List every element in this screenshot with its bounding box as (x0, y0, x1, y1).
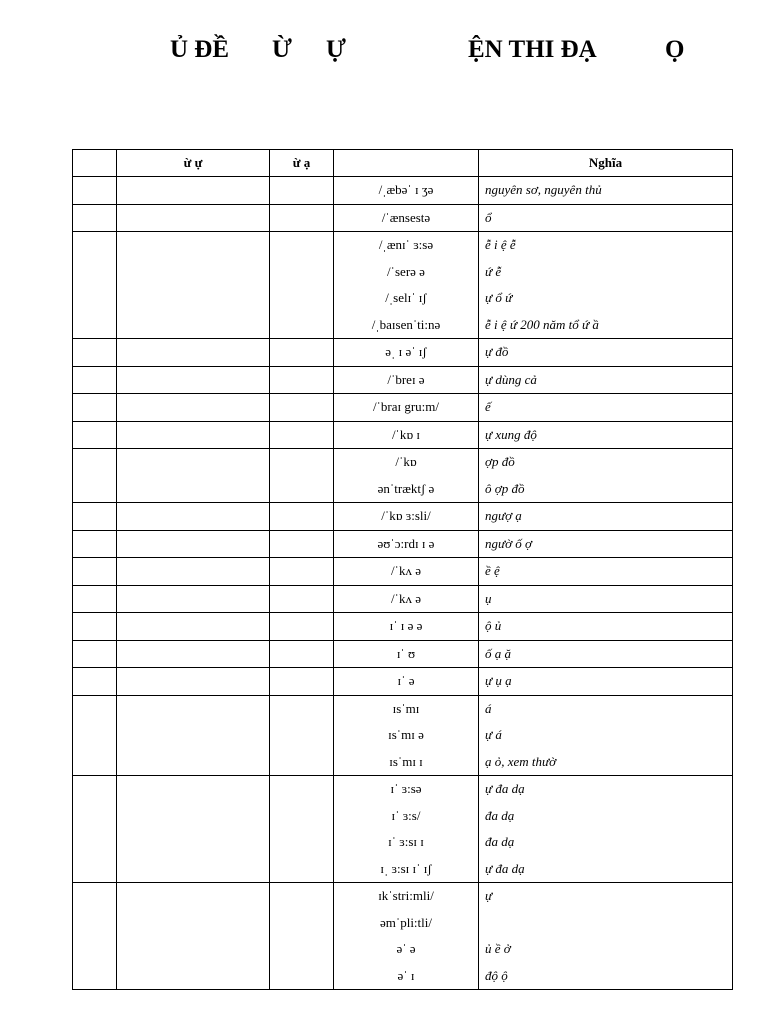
pronunciation-cell (334, 339, 479, 367)
meaning-text: ự ụ ạ (485, 673, 512, 688)
word-type-cell (270, 503, 334, 531)
word-cell (117, 613, 270, 641)
word-cell (117, 232, 270, 339)
header-word-type: ừ ạ (270, 150, 334, 177)
table-row (73, 503, 733, 531)
table-row (73, 339, 733, 367)
meaning-text: ự (485, 888, 493, 903)
word-type-cell (270, 776, 334, 883)
meaning-cell (479, 776, 733, 883)
meaning-cell (479, 883, 733, 990)
pronunciation-text: ənˈtræktʃ ə (377, 480, 435, 496)
pronunciation-text: ɪˈ ə (397, 673, 415, 688)
word-cell (117, 339, 270, 367)
word-cell (117, 695, 270, 776)
table-row (73, 558, 733, 586)
table-row (73, 449, 733, 503)
word-type-cell (270, 530, 334, 558)
word-cell (117, 558, 270, 586)
index-cell (73, 449, 117, 503)
word-type-cell (270, 668, 334, 696)
pronunciation-cell (334, 366, 479, 394)
meaning-text: ủ ề ở (485, 941, 511, 956)
meaning-cell (479, 204, 733, 232)
pronunciation-text: /ˌænɪˈ ɜ:sə (378, 237, 434, 252)
table-row (73, 695, 733, 776)
table-row (73, 776, 733, 883)
pronunciation-text: ɪˈ ɜ:s/ (391, 807, 421, 823)
header-word: ừ ự (117, 150, 270, 177)
pronunciation-text: ɪsˈmɪ ə (388, 727, 424, 742)
index-cell (73, 394, 117, 422)
word-type-cell (270, 177, 334, 205)
word-cell (117, 503, 270, 531)
word-cell (117, 421, 270, 449)
word-type-cell (270, 421, 334, 449)
meaning-cell (479, 640, 733, 668)
word-type-cell (270, 366, 334, 394)
title-part: Ừ (272, 36, 292, 63)
index-cell (73, 883, 117, 990)
page-title (0, 36, 768, 76)
table-row (73, 232, 733, 339)
index-cell (73, 695, 117, 776)
word-cell (117, 204, 270, 232)
pronunciation-cell (334, 394, 479, 422)
meaning-text: ự dùng cả (485, 371, 537, 387)
meaning-cell (479, 421, 733, 449)
pronunciation-text: /ˌselɪˈ ɪʃ (385, 290, 427, 305)
meaning-text: ề ệ (485, 563, 500, 578)
pronunciation-text: /ˌæbəˈ ɪ ʒə (378, 182, 434, 197)
pronunciation-text: /ˈkʌ ə (391, 590, 421, 606)
meaning-text: ợp đồ (485, 454, 515, 469)
pronunciation-text: /ˈbreɪ ə (387, 371, 425, 387)
table-row (73, 421, 733, 449)
word-cell (117, 883, 270, 990)
pronunciation-text: /ˌbaɪsenˈti:nə (371, 316, 441, 332)
meaning-text: á (485, 700, 492, 716)
pronunciation-cell (334, 530, 479, 558)
pronunciation-text: ɪˈ ʊ (396, 645, 416, 661)
index-cell (73, 177, 117, 205)
title-part: Ọ (665, 36, 685, 63)
meaning-cell (479, 339, 733, 367)
meaning-text: ự ổ ứ (485, 290, 513, 305)
meaning-text: đa dạ (485, 807, 515, 823)
pronunciation-cell (334, 177, 479, 205)
table-row (73, 668, 733, 696)
meaning-cell (479, 668, 733, 696)
table-row (73, 530, 733, 558)
meaning-text (479, 910, 732, 937)
pronunciation-text: /ˈkʌ ə (391, 563, 421, 578)
word-type-cell (270, 585, 334, 613)
meaning-cell (479, 503, 733, 531)
table-header-row (73, 150, 733, 177)
word-type-cell (270, 394, 334, 422)
word-type-cell (270, 695, 334, 776)
word-type-cell (270, 232, 334, 339)
table-row (73, 613, 733, 641)
meaning-cell (479, 695, 733, 776)
pronunciation-cell (334, 776, 479, 883)
header-pronunciation (334, 150, 479, 177)
meaning-text: ố ạ ặ (485, 645, 511, 661)
meaning-cell (479, 177, 733, 205)
meaning-text: độ ộ (485, 967, 508, 983)
word-cell (117, 776, 270, 883)
header-meaning: Nghĩa (479, 150, 733, 177)
index-cell (73, 530, 117, 558)
pronunciation-text: əmˈpli:tli/ (380, 914, 432, 930)
word-type-cell (270, 339, 334, 367)
pronunciation-cell (334, 232, 479, 339)
index-cell (73, 776, 117, 883)
index-cell (73, 421, 117, 449)
pronunciation-text: əˈ ə (396, 941, 416, 956)
pronunciation-text: /ˈbraɪ gru:m/ (372, 399, 440, 414)
word-type-cell (270, 204, 334, 232)
pronunciation-cell (334, 558, 479, 586)
meaning-text: ễ i ệ ứ 200 năm tổ ứ ầ (485, 316, 599, 332)
meaning-cell (479, 585, 733, 613)
pronunciation-text: ɪsˈmɪ (392, 700, 420, 716)
pronunciation-text: ɪˈ ɜ:sɪ ɪ (388, 834, 424, 849)
pronunciation-text: əʊˈɔ:rdɪ ɪ ə (377, 535, 435, 551)
meaning-text: ứ ễ (485, 263, 502, 279)
pronunciation-text: ɪˈ ɪ ə ə (389, 618, 423, 633)
meaning-text: ế (485, 399, 491, 414)
index-cell (73, 640, 117, 668)
title-part: Ủ ĐỀ (170, 36, 230, 63)
table-row (73, 177, 733, 205)
pronunciation-cell (334, 204, 479, 232)
pronunciation-cell (334, 585, 479, 613)
meaning-text: ộ ủ (485, 618, 502, 633)
meaning-text: ễ i ệ ễ (485, 237, 516, 252)
word-type-cell (270, 613, 334, 641)
meaning-text: ngườ ố ợ (485, 535, 532, 551)
meaning-text: ngượ ạ (485, 508, 522, 523)
pronunciation-cell (334, 613, 479, 641)
table-row (73, 640, 733, 668)
meaning-text: ự đồ (485, 344, 509, 359)
pronunciation-text: /ˈkɒ ɪ (391, 426, 421, 442)
word-type-cell (270, 449, 334, 503)
word-type-cell (270, 883, 334, 990)
meaning-text: nguyên sơ, nguyên thủ (485, 182, 602, 197)
index-cell (73, 613, 117, 641)
index-cell (73, 585, 117, 613)
index-cell (73, 503, 117, 531)
meaning-text: ự đa dạ (485, 781, 525, 796)
table-row (73, 366, 733, 394)
meaning-text: ụ (485, 590, 492, 606)
index-cell (73, 558, 117, 586)
table-row (73, 204, 733, 232)
meaning-text: ô ợp đồ (485, 480, 525, 496)
title-part: Ự (326, 36, 346, 63)
pronunciation-cell (334, 883, 479, 990)
meaning-cell (479, 394, 733, 422)
word-cell (117, 394, 270, 422)
pronunciation-text: /ˈkɒ ɜ:sli/ (381, 508, 431, 523)
index-cell (73, 339, 117, 367)
word-cell (117, 640, 270, 668)
word-cell (117, 668, 270, 696)
meaning-cell (479, 530, 733, 558)
pronunciation-text: /ˈserə ə (387, 263, 425, 279)
meaning-cell (479, 232, 733, 339)
meaning-cell (479, 449, 733, 503)
header-index (73, 150, 117, 177)
table-row (73, 394, 733, 422)
word-cell (117, 585, 270, 613)
pronunciation-cell (334, 503, 479, 531)
meaning-cell (479, 613, 733, 641)
word-cell (117, 530, 270, 558)
pronunciation-cell (334, 421, 479, 449)
word-cell (117, 366, 270, 394)
table-row (73, 883, 733, 990)
meaning-cell (479, 366, 733, 394)
pronunciation-cell (334, 668, 479, 696)
meaning-text: ạ ỏ, xem thườ (485, 753, 557, 769)
pronunciation-text: əˌ ɪ əˈ ɪʃ (385, 344, 427, 359)
meaning-text: ự á (485, 727, 502, 742)
meaning-text: ự đa dạ (485, 860, 525, 876)
index-cell (73, 204, 117, 232)
table-row (73, 585, 733, 613)
pronunciation-text: ɪˌ ɜ:sɪ ɪˈ ɪʃ (380, 860, 432, 876)
pronunciation-cell (334, 449, 479, 503)
index-cell (73, 668, 117, 696)
word-type-cell (270, 558, 334, 586)
index-cell (73, 366, 117, 394)
pronunciation-cell (334, 695, 479, 776)
pronunciation-text: ɪsˈmɪ ɪ (389, 753, 423, 769)
word-type-cell (270, 640, 334, 668)
pronunciation-text: /ˈkɒ (395, 454, 417, 469)
pronunciation-text: ɪˈ ɜ:sə (390, 781, 422, 796)
meaning-text: đa dạ (485, 834, 515, 849)
word-cell (117, 449, 270, 503)
meaning-cell (479, 558, 733, 586)
pronunciation-cell (334, 640, 479, 668)
word-cell (117, 177, 270, 205)
meaning-text: ự xung độ (485, 426, 537, 442)
pronunciation-text: ɪkˈstri:mli/ (378, 888, 434, 903)
title-part: ỆN THI ĐẠ (468, 36, 597, 63)
vocabulary-table (72, 149, 733, 990)
index-cell (73, 232, 117, 339)
pronunciation-text: əˈ ɪ (397, 967, 415, 983)
meaning-text: ổ (485, 209, 492, 225)
pronunciation-text: /ˈænsestə (381, 209, 431, 225)
